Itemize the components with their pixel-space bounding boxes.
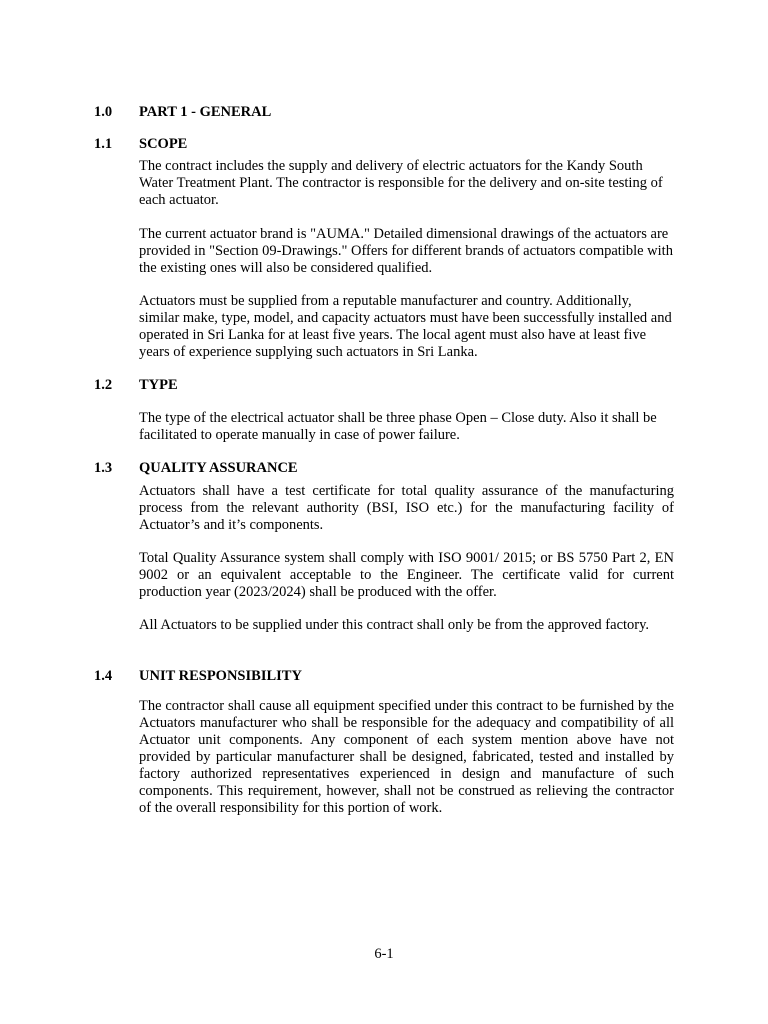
scope-paragraph-3: Actuators must be supplied from a reputable manufacturer and country. Additionally, similar make, type, model, and capacity actuators must have been successfully installed and operated in Sri Lanka for at least five years. The local agent must also have at least five years of experience supplying such actuators in Sri Lanka. (139, 293, 672, 360)
quality-paragraph-2: Total Quality Assurance system shall comply with ISO 9001/ 2015; or BS 5750 Part 2, EN 9002 or an equivalent acceptable to the Engineer. The certificate valid for current production year (2023/2024) shall be produced with the offer. (139, 550, 674, 600)
section-heading-type (94, 376, 178, 394)
quality-paragraph-1: Actuators shall have a test certificate for total quality assurance of the manufacturing process from the relevant authority (BSI, ISO etc.) for the manufacturing facility of Actuator’s and it’s components. (139, 483, 674, 533)
section-heading-unit-responsibility (94, 667, 302, 685)
scope-paragraph-1: The contract includes the supply and delivery of electric actuators for the Kandy South Water Treatment Plant. The contractor is responsible for the delivery and on-site testing of each actuator. (139, 158, 663, 208)
part-heading (94, 103, 271, 121)
part-number: 1.0 (94, 104, 113, 120)
section-number: 1.1 (94, 136, 113, 152)
section-number: 1.2 (94, 377, 113, 393)
unit-responsibility-paragraph-1: The contractor shall cause all equipment specified under this contract to be furnished by the Actuators manufacturer who shall be responsible for the adequacy and compatibility of all Actuator unit components. Any component of each system mention above have not provided by particular manufacturer shall be designed, fabricated, tested and installed by factory authorized representatives experienced in design and manufacture of such components. This requirement, however, shall not be construed as relieving the contractor of the overall responsibility for this portion of work. (139, 698, 674, 816)
section-title: QUALITY ASSURANCE (139, 460, 298, 476)
section-heading-scope (94, 135, 187, 153)
part-title: PART 1 - GENERAL (139, 104, 272, 120)
scope-paragraph-2: The current actuator brand is "AUMA." Detailed dimensional drawings of the actuators are provided in "Section 09-Drawings." Offers for different brands of actuators compatible with the existing ones will also be considered qualified. (139, 226, 673, 276)
section-title: SCOPE (139, 136, 188, 152)
section-title: TYPE (139, 377, 178, 393)
page-number: 6-1 (374, 946, 394, 962)
section-title: UNIT RESPONSIBILITY (139, 668, 302, 684)
section-heading-quality-assurance (94, 459, 298, 477)
section-number: 1.4 (94, 668, 113, 684)
section-number: 1.3 (94, 460, 113, 476)
quality-paragraph-3: All Actuators to be supplied under this contract shall only be from the approved factory. (139, 617, 650, 633)
type-paragraph-1: The type of the electrical actuator shall be three phase Open – Close duty. Also it shall be facilitated to operate manually in case of power failure. (139, 410, 657, 443)
